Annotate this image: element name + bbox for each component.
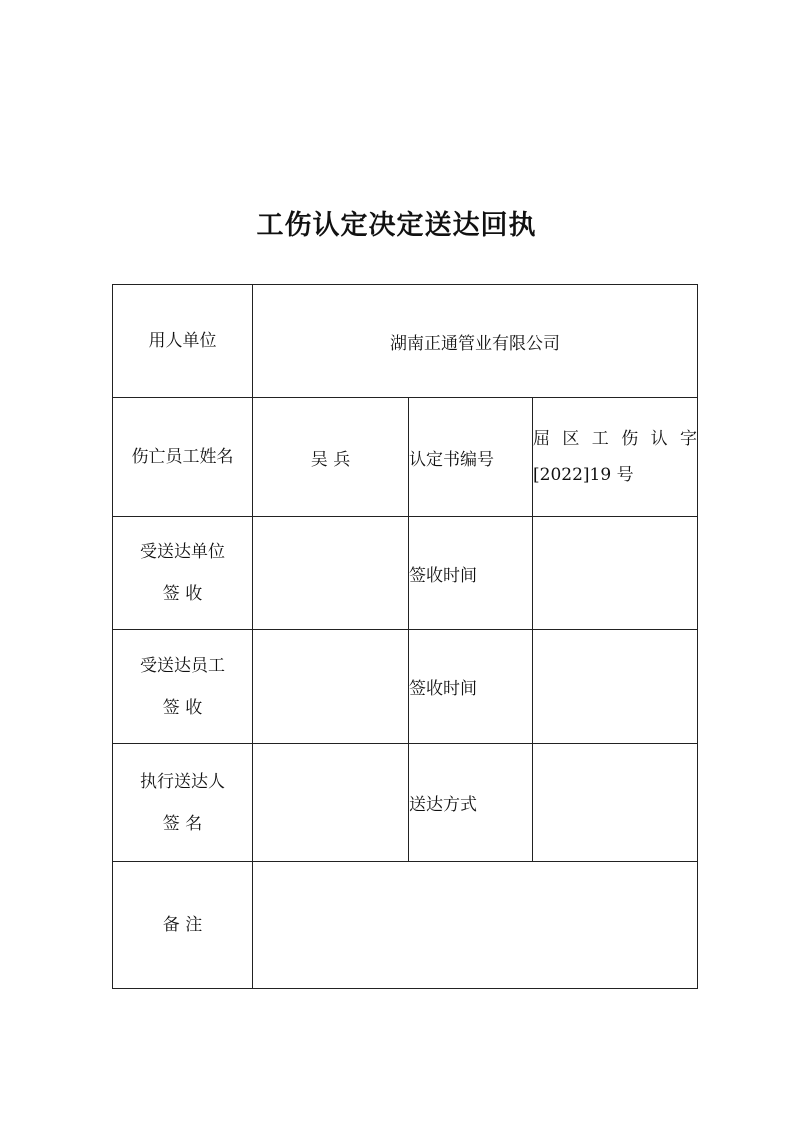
worker-sign-time-field[interactable]: [533, 630, 698, 744]
server-sign-label-line2: 签 名: [162, 813, 203, 834]
worker-name-label: 伤亡员工姓名: [113, 398, 253, 517]
row-worker-name: [113, 398, 698, 517]
row-remarks: [113, 862, 698, 989]
remarks-field[interactable]: [253, 862, 698, 989]
server-sign-label: [113, 744, 253, 862]
worker-sign-label-line1: 受送达员工: [140, 655, 225, 676]
delivery-method-label: 送达方式: [409, 744, 533, 862]
row-server-sign: [113, 744, 698, 862]
cert-no-line1: 屈区工伤认字: [533, 429, 697, 449]
unit-sign-label: [113, 517, 253, 630]
worker-sign-label-line2: 签 收: [162, 697, 203, 718]
worker-sign-label: [113, 630, 253, 744]
unit-signature-field[interactable]: [253, 517, 409, 630]
worker-name-value: [253, 398, 409, 517]
cert-no-value: [533, 398, 698, 517]
cert-no-line2: [2022]19 号: [533, 465, 634, 485]
row-worker-sign: [113, 630, 698, 744]
worker-sign-time-label: 签收时间: [409, 630, 533, 744]
delivery-method-field[interactable]: [533, 744, 698, 862]
server-sign-label-line1: 执行送达人: [140, 771, 225, 792]
employer-value: 湖南正通管业有限公司: [253, 285, 698, 398]
server-signature-field[interactable]: [253, 744, 409, 862]
unit-sign-label-line1: 受送达单位: [140, 542, 225, 562]
employer-label: 用人单位: [113, 285, 253, 398]
worker-name-text: 吴 兵: [310, 449, 351, 470]
delivery-receipt-table: [112, 284, 698, 989]
page-title: 工伤认定决定送达回执: [256, 210, 537, 241]
unit-sign-label-line2: 签 收: [162, 584, 203, 604]
unit-sign-time-label: 签收时间: [409, 517, 533, 630]
cert-no-label: 认定书编号: [409, 398, 533, 517]
row-employer: [113, 285, 698, 398]
unit-sign-time-field[interactable]: [533, 517, 698, 630]
worker-signature-field[interactable]: [253, 630, 409, 744]
remarks-label: 备 注: [113, 862, 253, 989]
row-unit-sign: [113, 517, 698, 630]
